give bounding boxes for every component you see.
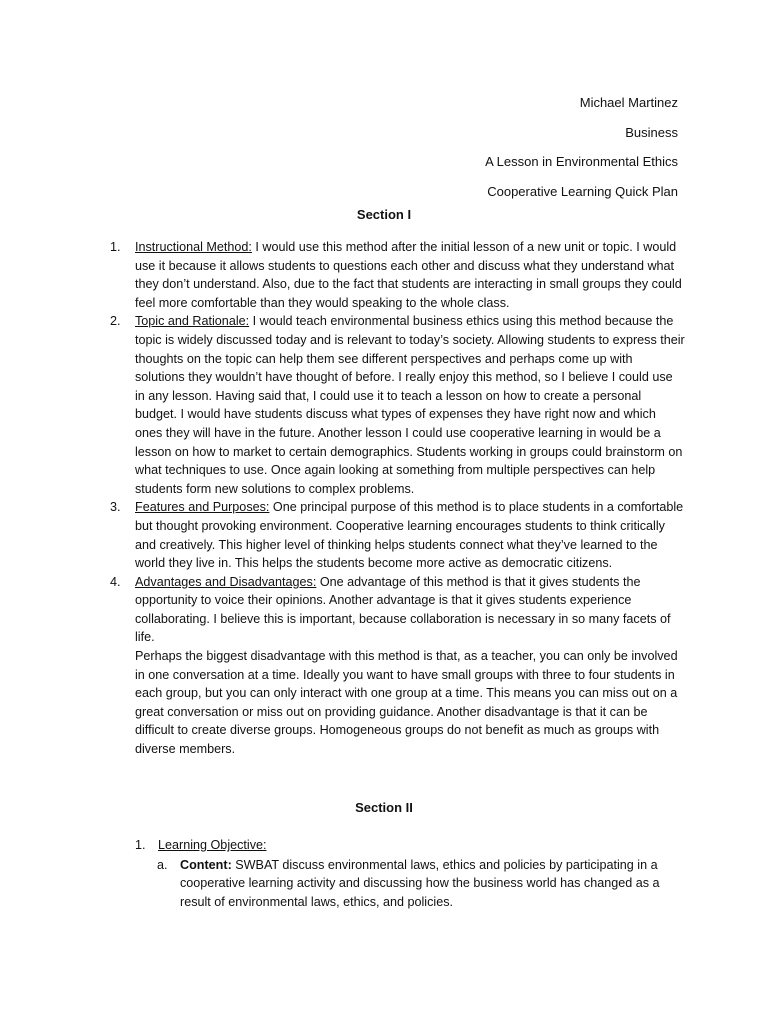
item-heading: Learning Objective:: [158, 838, 267, 852]
item-heading: Features and Purposes:: [135, 500, 270, 515]
item-body: I would teach environmental business ethics using this method because the topic is widely discussed today and is relevant to today’s society. Allowing students to express their thoughts on the topic can help them see different perspectives and perhaps come up with solutions they wouldn’t have thought of before. I really enjoy this method, so I believe I could use in any lesson. Having said that, I could use it to teach a lesson on how to create a personal budget. I would have students discuss what types of expenses they have right now and which ones they will have in the future. Another lesson I could use cooperative learning in would be a lesson on how to market to certain demographics. Students working in groups could brainstorm on what techniques to use. Once again looking at something from multiple perspectives can help students form new solutions to complex problems.: [135, 314, 685, 496]
list-item: [110, 498, 685, 572]
item-body: One principal purpose of this method is to place students in a comfortable but thought provoking environment. Cooperative learning encourages students to think critically and creatively. This higher level of thinking helps students connect what they’ve learned to the world they live in. This helps the students become more active as democratic citizens.: [135, 500, 684, 571]
item-body: I would use this method after the initial lesson of a new unit or topic. I would use it because it allows students to questions each other and discuss what they understand what they don’t understand. Also, due to the fact that students are interacting in small groups they could feel more comfortable than they would speaking to the whole class.: [135, 240, 682, 310]
lesson-title: A Lesson in Environmental Ethics: [485, 154, 678, 169]
sub-item-letter: a.: [157, 857, 168, 872]
author-name: Michael Martinez: [579, 95, 678, 110]
item-heading: Advantages and Disadvantages:: [135, 574, 317, 589]
list-item: [110, 312, 685, 498]
sub-item-label: Content:: [180, 857, 232, 872]
item-number: 3.: [110, 500, 121, 515]
sub-item-body: SWBAT discuss environmental laws, ethics and policies by participating in a cooperative learning activity and discussing how the business world has changed as a result of environmental laws, ethics, and policies.: [180, 857, 660, 909]
section-1-list: [110, 238, 685, 759]
item-number: 4.: [110, 574, 121, 589]
item-body: One advantage of this method is that it gives students the opportunity to voice their opinions. Another advantage is that it gives students experience collaborating. I believe this is important, because collaboration is necessary in so many facets of life.: [135, 574, 671, 645]
section-2-list: [135, 836, 690, 911]
item-number: 2.: [110, 314, 121, 329]
document-header: [485, 88, 678, 206]
section-1-title: Section I: [356, 207, 412, 222]
item-heading: Instructional Method:: [135, 240, 252, 254]
subject-line: Business: [625, 124, 678, 140]
plan-title: Cooperative Learning Quick Plan: [487, 183, 678, 199]
list-item: [135, 836, 690, 855]
section-2-title: Section II: [355, 800, 413, 815]
list-item: [110, 238, 685, 312]
item-heading: Topic and Rationale:: [135, 314, 250, 329]
sub-list-item: [157, 856, 690, 912]
item-body-continued: Perhaps the biggest disadvantage with this method is that, as a teacher, you can only be involved in one conversation at a time. Ideally you want to have small groups with three to four students in each group, but you can only interact with one group at a time. This means you can miss out on a great conversation or miss out on providing guidance. Another disadvantage is that it can be difficult to create diverse groups. Homogeneous groups do not benefit as much as groups with diverse members.: [135, 649, 678, 757]
list-item: [110, 573, 685, 759]
item-number: 1.: [135, 838, 146, 852]
item-number: 1.: [110, 240, 121, 254]
